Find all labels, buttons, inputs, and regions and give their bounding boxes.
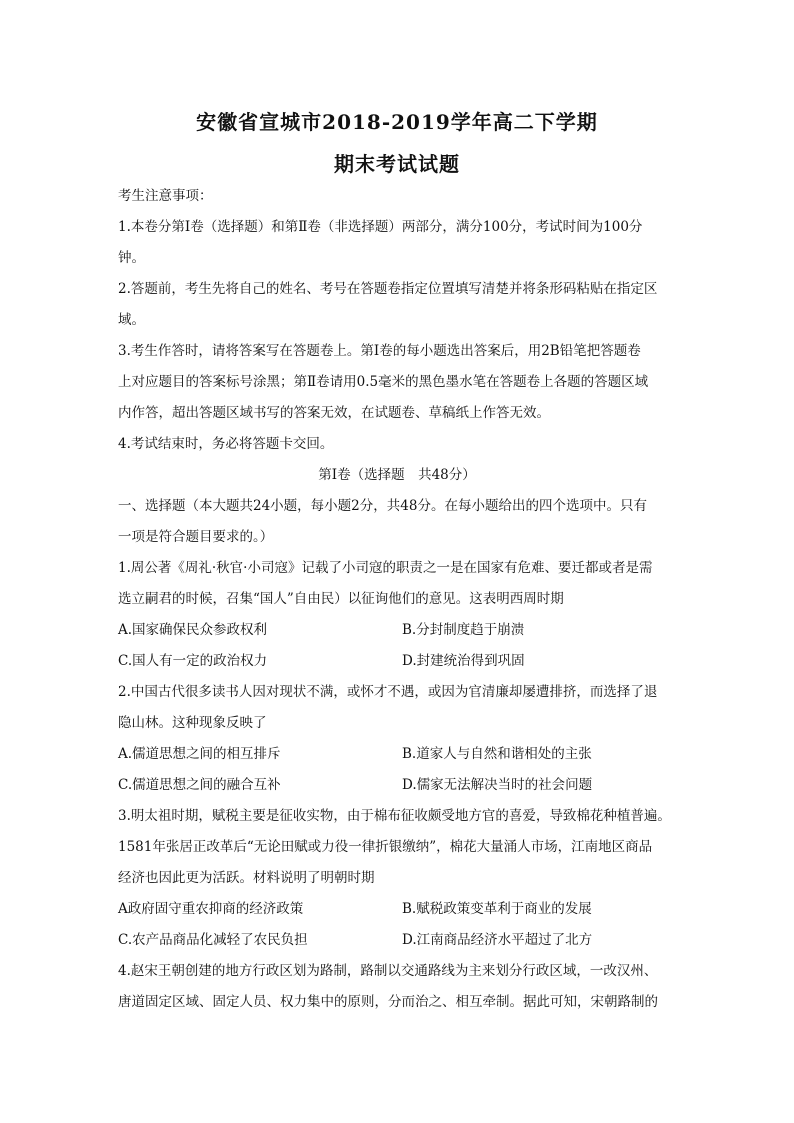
option-d: D.儒家无法解决当时的社会问题 [402, 777, 593, 793]
question-stem: 2.中国古代很多读书人因对现状不满，或怀才不遇，或因为官清廉却屡遭排挤，而选择了退 [118, 684, 658, 700]
option-a: A.国家确保民众参政权利 [118, 622, 268, 638]
option-c: C.国人有一定的政治权力 [118, 653, 268, 669]
notice-line: 4.考试结束时，务必将答题卡交回。 [118, 436, 334, 452]
section-intro: 一项是符合题目要求的。） [118, 529, 274, 545]
exam-subtitle: 期末考试试题 [334, 152, 460, 176]
option-b: B.赋税政策变革利于商业的发展 [402, 901, 592, 917]
question-stem: 1.周公著《周礼·秋官·小司寇》记载了小司寇的职责之一是在国家有危难、要迁都或者是需 [118, 560, 653, 576]
notice-line: 2.答题前，考生先将自己的姓名、考号在答题卷指定位置填写清楚并将条形码粘贴在指定区 [118, 281, 658, 297]
exam-title: 安徽省宣城市2018-2019学年高二下学期 [196, 110, 598, 134]
question-stem: 隐山林。这种现象反映了 [118, 715, 267, 731]
option-d: D.封建统治得到巩固 [402, 653, 525, 669]
question-stem: 4.赵宋王朝创建的地方行政区划为路制，路制以交通路线为主来划分行政区域，一改汉州、 [118, 963, 658, 979]
question-stem: 1581年张居正改革后“无论田赋或力役一律折银缴纳”，棉花大量涌人市场，江南地区商品 [118, 839, 653, 855]
option-a: A.儒道思想之间的相互排斥 [118, 746, 281, 762]
question-stem: 选立嗣君的时候，召集“国人”自由民）以征询他们的意见。这表明西周时期 [118, 591, 564, 607]
option-c: C.农产品商品化减轻了农民负担 [118, 932, 308, 948]
option-d: D.江南商品经济水平超过了北方 [402, 932, 593, 948]
notice-line: 内作答，超出答题区域书写的答案无效，在试题卷、草稿纸上作答无效。 [118, 405, 550, 421]
question-stem: 唐道固定区域、固定人员、权力集中的原则，分而治之、相互牵制。据此可知，宋朝路制的 [118, 994, 658, 1010]
notice-line: 3.考生作答时，请将答案写在答题卷上。第Ⅰ卷的每小题选出答案后，用2B铅笔把答题卷 [118, 343, 641, 359]
section-heading: 第Ⅰ卷（选择题 共48分） [318, 467, 476, 483]
option-a: A政府固守重农抑商的经济政策 [118, 901, 304, 917]
notice-line: 域。 [118, 312, 145, 328]
notice-line: 1.本卷分第Ⅰ卷（选择题）和第Ⅱ卷（非选择题）两部分，满分100分，考试时间为100分 [118, 219, 643, 235]
section-intro: 一、选择题（本大题共24小题，每小题2分，共48分。在每小题给出的四个选项中。只有 [118, 498, 647, 514]
option-b: B.分封制度趋于崩溃 [402, 622, 525, 638]
option-b: B.道家人与自然和谐相处的主张 [402, 746, 592, 762]
question-stem: 3.明太祖时期，赋税主要是征收实物，由于棉布征收颇受地方官的喜爱，导致棉花种植普遍。 [118, 808, 671, 824]
notice-line: 钟。 [118, 250, 145, 266]
notice-heading: 考生注意事项： [118, 188, 213, 204]
notice-line: 上对应题目的答案标号涂黑；第Ⅱ卷请用0.5毫米的黑色墨水笔在答题卷上各题的答题区域 [118, 374, 649, 390]
question-stem: 经济也因此更为活跃。材料说明了明朝时期 [118, 870, 375, 886]
option-c: C.儒道思想之间的融合互补 [118, 777, 281, 793]
